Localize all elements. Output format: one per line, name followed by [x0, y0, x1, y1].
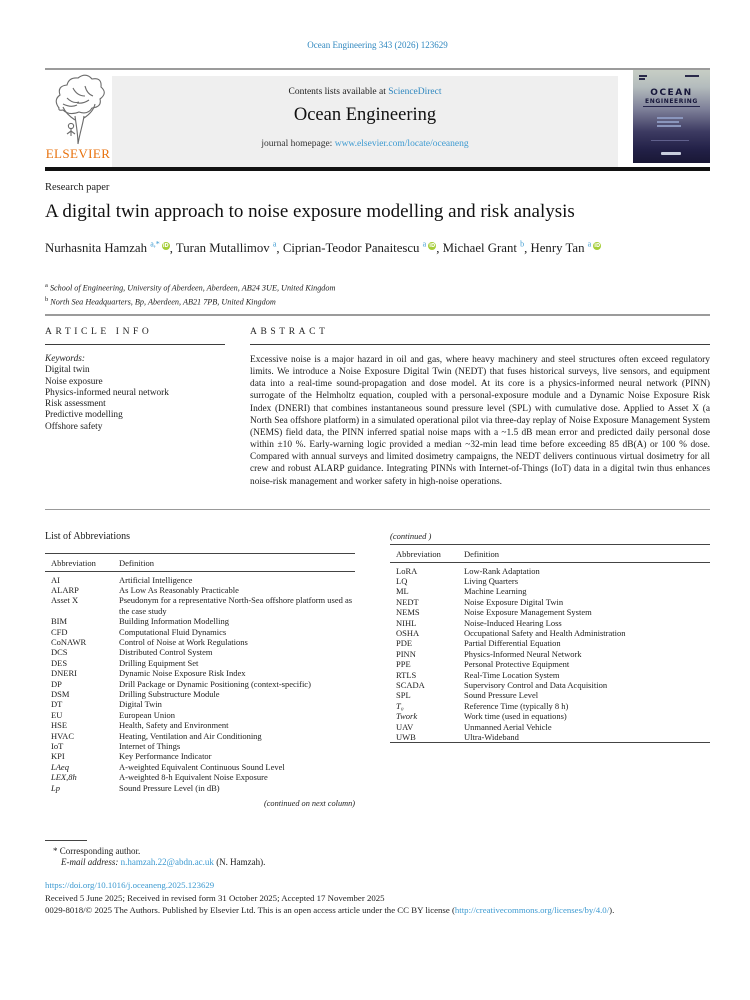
contents-prefix: Contents lists available at	[288, 87, 389, 97]
cc-license-link[interactable]: http://creativecommons.org/licenses/by/4.0/	[454, 905, 610, 915]
elsevier-wordmark: ELSEVIER	[45, 146, 111, 161]
abbreviation-row	[45, 783, 355, 793]
keyword-item: Physics-informed neural network	[45, 387, 169, 398]
cover-title	[633, 88, 710, 105]
abbreviation-cell: HSE	[51, 720, 68, 731]
abbreviation-row	[390, 670, 710, 680]
definition-cell: Sound Pressure Level (in dB)	[119, 782, 220, 793]
abbreviation-row	[45, 741, 355, 751]
abbreviation-row	[45, 699, 355, 709]
abbreviation-cell: NEDT	[396, 596, 419, 607]
definition-cell: Drilling Equipment Set	[119, 657, 199, 668]
abbreviation-row	[45, 571, 355, 585]
journal-citation[interactable]: Ocean Engineering 343 (2026) 123629	[307, 40, 448, 50]
abbreviation-cell: LQ	[396, 575, 408, 586]
cover-decoration	[657, 117, 683, 119]
definition-cell: Physics-Informed Neural Network	[464, 648, 582, 659]
abbreviation-row	[45, 585, 355, 595]
abbreviation-row	[390, 597, 710, 607]
abbreviation-cell: DNERI	[51, 668, 77, 679]
table-header-row	[390, 545, 710, 563]
continued-on-next-column-note: (continued on next column)	[263, 799, 355, 809]
definition-cell: Internet of Things	[119, 741, 181, 751]
article-type: Research paper	[45, 182, 110, 193]
abbreviation-cell: UWB	[396, 732, 416, 742]
abbreviation-row	[390, 732, 710, 743]
abbreviation-row	[45, 679, 355, 689]
abbreviation-row	[45, 710, 355, 720]
abbreviations-table-right	[390, 544, 710, 743]
abbreviation-row	[390, 628, 710, 638]
orcid-icon[interactable]: iD	[162, 243, 169, 249]
affiliation: $^b$ North Sea Headquarters, Bp, Aberdeen, AB21 7PB, United Kingdom	[45, 296, 276, 307]
definition-cell: Reference Time (typically 8 h)	[464, 700, 569, 711]
author-affiliation-superscript: a,*	[150, 240, 160, 249]
author-name: Ciprian-Teodor Panaitescu $^a$ iD	[282, 240, 436, 256]
abbreviation-row	[45, 647, 355, 657]
abbreviation-row	[45, 772, 355, 782]
abbreviation-cell: CFD	[51, 626, 68, 637]
abbreviation-cell: Twork	[396, 711, 418, 722]
abbreviation-row	[45, 762, 355, 772]
abbreviation-cell: HVAC	[51, 730, 74, 741]
definition-cell: Sound Pressure Level	[464, 690, 539, 701]
cover-decoration	[639, 78, 645, 80]
homepage-prefix: journal homepage:	[261, 139, 335, 149]
email-label: E-mail address:	[61, 857, 119, 867]
copyright-suffix: ).	[609, 905, 615, 915]
doi-line	[45, 880, 710, 890]
abbreviation-cell: IoT	[51, 741, 64, 751]
definition-cell: Noise Exposure Digital Twin	[464, 596, 564, 607]
abbreviation-row	[45, 689, 355, 699]
definition-cell: Noise-Induced Hearing Loss	[464, 617, 562, 628]
definition-cell: Partial Differential Equation	[464, 638, 561, 649]
cover-decoration	[651, 140, 689, 141]
author-affiliation-superscript: a	[422, 240, 427, 249]
abbreviation-row	[390, 680, 710, 690]
journal-homepage-link[interactable]: www.elsevier.com/locate/oceaneng	[334, 139, 469, 149]
divider	[45, 344, 225, 345]
homepage-line	[112, 139, 618, 149]
abbreviation-cell: SPL	[396, 690, 411, 701]
article-info-heading: ARTICLE INFO	[45, 327, 153, 337]
article-title: A digital twin approach to noise exposure modelling and risk analysis	[45, 201, 575, 222]
abbreviation-row	[45, 616, 355, 626]
author-name: Turan Mutallimov $^a$	[175, 240, 277, 256]
orcid-icon[interactable]: iD	[429, 243, 436, 249]
definition-cell: As Low As Reasonably Practicable	[119, 584, 239, 595]
abbreviation-cell: DCS	[51, 647, 68, 658]
abbreviation-row	[45, 595, 355, 616]
abbreviation-cell: Asset X	[51, 595, 79, 606]
definition-cell: A-weighted Equivalent Continuous Sound Level	[119, 761, 285, 772]
definition-cell: Machine Learning	[464, 586, 527, 597]
author-affiliation-superscript: b	[520, 240, 525, 249]
cover-decoration	[661, 152, 681, 155]
definition-cell: Computational Fluid Dynamics	[119, 626, 227, 637]
abbreviation-cell: PINN	[396, 648, 416, 659]
email-line	[45, 857, 710, 867]
keywords-label: Keywords:	[45, 354, 85, 364]
abbreviation-cell: UAV	[396, 721, 414, 732]
abstract-text: Excessive noise is a major hazard in oil and gas, where heavy machinery and steel structures often exceed regulatory limits. We introduce a Noise Exposure Digital Twin (NEDT) that fuses historical surveys, live sensors, and equipment data into a real-time sound-propagation and dose model. At its core is a physics-informed neural network (PINN) surrogate of the Helmholtz equation, coupled with a personal-exposure module and a Dynamic Noise Exposure Risk Index (DNERI) that combines instantaneous sound pressure level (SPL) with cumulative dose. Applied to Asset X (a North Sea offshore platform) in a simulated operational pilot via three-day replay of Noise Exposure Management System (NEMS) field data, the PINN inferred spatial noise maps with a ~1.5 dB mean error and predicted daily personal dose within ±10 %. Early-warning logic provided a median ~32-min lead time before exceeding 85 dB(A) or 100 % dose. Compared with annual surveys and limited dosimetry campaigns, the NEDT delivers continuous virtual dosimetry for all crew and robust ALARP guidance. Integrating PINNs with Internet-of-Things (IoT) data in a digital twin thus enhances noise-risk management and worker safety in high-noise operations.	[250, 355, 710, 487]
abbreviations-right-column	[390, 531, 710, 743]
abbreviation-cell: OSHA	[396, 627, 420, 638]
copyright-line	[45, 905, 710, 915]
cover-decoration	[685, 75, 699, 77]
abbreviation-cell: ALARP	[51, 584, 79, 595]
keyword-item: Predictive modelling	[45, 410, 123, 421]
definition-cell: Unmanned Aerial Vehicle	[464, 721, 552, 732]
corresponding-author-note: * Corresponding author.	[53, 846, 141, 856]
author-list: Nurhasnita Hamzah $^{a,*}$ iD, Turan Mutallimov $^a$, Ciprian-Teodor Panaitescu $^a$ iD, Michael Grant $^b$, Henry Tan $^a$ iD	[45, 240, 601, 256]
abbreviation-cell: SCADA	[396, 679, 425, 690]
author-name: Nurhasnita Hamzah $^{a,*}$ iD	[45, 240, 169, 256]
abbreviations-title: List of Abbreviations	[45, 531, 130, 542]
keyword-item: Digital twin	[45, 365, 90, 376]
journal-banner	[112, 76, 618, 167]
definition-cell: Real-Time Location System	[464, 669, 560, 680]
abbreviation-row	[390, 711, 710, 721]
definition-cell: Building Information Modelling	[119, 616, 230, 627]
email-suffix: (N. Hamzah).	[213, 857, 266, 867]
column-header-abbreviation: Abbreviation	[390, 545, 464, 563]
cover-title-line2: ENGINEERING	[645, 98, 698, 105]
column-header-definition: Definition	[464, 545, 710, 563]
table-header-row	[45, 554, 355, 572]
keywords-block	[45, 354, 225, 433]
divider	[250, 344, 710, 345]
abbreviation-row	[390, 690, 710, 700]
abbreviation-cell: DP	[51, 678, 62, 689]
definition-cell: Pseudonym for a representative North-Sea offshore platform used as the case study	[119, 595, 353, 616]
keywords-items	[45, 365, 225, 433]
journal-header	[45, 70, 710, 167]
abbreviation-row	[45, 658, 355, 668]
definition-cell: Drilling Substructure Module	[119, 688, 220, 699]
abbreviation-row	[390, 659, 710, 669]
author-name: Michael Grant $^b$	[442, 240, 525, 256]
abbreviation-row	[45, 731, 355, 741]
abbreviation-row	[45, 637, 355, 647]
definition-cell: Artificial Intelligence	[119, 574, 193, 585]
abbreviation-cell: RTLS	[396, 669, 417, 680]
definition-cell: Dynamic Noise Exposure Risk Index	[119, 668, 246, 679]
divider	[45, 509, 710, 510]
sciencedirect-link[interactable]: ScienceDirect	[388, 87, 442, 97]
abbreviation-row	[45, 751, 355, 761]
cover-decoration	[657, 121, 679, 123]
abbreviation-row	[390, 701, 710, 711]
definition-cell: Ultra-Wideband	[464, 732, 519, 742]
abbreviation-cell: T₀	[396, 700, 404, 711]
abbreviation-cell: LoRA	[396, 565, 418, 576]
abbreviation-cell: NIHL	[396, 617, 417, 628]
abbreviation-row	[390, 607, 710, 617]
abbreviation-row	[390, 586, 710, 596]
abbreviation-cell: BIM	[51, 616, 68, 627]
abbreviation-cell: AI	[51, 574, 60, 585]
column-header-definition: Definition	[119, 554, 355, 572]
divider	[45, 314, 710, 316]
abbreviation-row	[45, 627, 355, 637]
definition-cell: Occupational Safety and Health Administration	[464, 627, 626, 638]
abbreviation-cell: ML	[396, 586, 409, 597]
received-dates: Received 5 June 2025; Received in revised form 31 October 2025; Accepted 17 November 2025	[45, 893, 385, 903]
contents-line	[112, 87, 618, 97]
cover-decoration	[657, 125, 681, 127]
abbreviation-cell: DES	[51, 657, 68, 668]
definition-cell: Control of Noise at Work Regulations	[119, 636, 248, 647]
keyword-item: Noise exposure	[45, 376, 103, 387]
definition-cell: Noise Exposure Management System	[464, 607, 592, 618]
abbreviation-cell: NEMS	[396, 607, 420, 618]
footer-block	[45, 840, 710, 915]
elsevier-logo[interactable]	[45, 74, 111, 162]
abbreviation-row	[390, 722, 710, 732]
definition-cell: Work time (used in equations)	[464, 711, 567, 722]
definition-cell: A-weighted 8-h Equivalent Noise Exposure	[119, 772, 268, 783]
author-name: Henry Tan $^a$ iD	[530, 240, 601, 256]
author-affiliation-superscript: a	[272, 240, 277, 249]
definition-cell: Personal Protective Equipment	[464, 659, 570, 670]
abbreviation-row	[390, 638, 710, 648]
definition-cell: Supervisory Control and Data Acquisition	[464, 679, 608, 690]
abbreviation-cell: PDE	[396, 638, 413, 649]
email-link[interactable]: n.hamzah.22@abdn.ac.uk	[120, 857, 214, 867]
abbreviation-cell: LEX,8h	[51, 772, 77, 783]
abbreviation-row	[390, 618, 710, 628]
abbreviation-cell: LAeq	[51, 761, 69, 772]
abbreviation-row	[390, 576, 710, 586]
abbreviation-row	[390, 649, 710, 659]
continued-label: (continued )	[390, 531, 432, 541]
footnote-divider	[45, 840, 87, 841]
definition-cell: Key Performance Indicator	[119, 751, 212, 762]
abbreviation-row	[45, 720, 355, 730]
abbreviation-cell: PPE	[396, 659, 411, 670]
abbreviation-cell: KPI	[51, 751, 65, 762]
abbreviation-cell: DSM	[51, 688, 70, 699]
definition-cell: Low-Rank Adaptation	[464, 565, 540, 576]
definition-cell: Drill Package or Dynamic Positioning (context-specific)	[119, 678, 311, 689]
abbreviation-row	[45, 668, 355, 678]
abbreviation-cell: EU	[51, 709, 63, 720]
cover-decoration	[639, 75, 647, 77]
definition-cell: European Union	[119, 709, 175, 720]
affiliation-list	[45, 280, 335, 308]
journal-cover-thumbnail[interactable]	[633, 70, 710, 163]
journal-title: Ocean Engineering	[293, 105, 437, 125]
abbreviation-cell: CoNAWR	[51, 636, 87, 647]
elsevier-tree-icon	[49, 74, 107, 146]
divider-thick	[45, 167, 710, 171]
cover-title-line1: OCEAN	[650, 88, 693, 98]
copyright-prefix: 0029-8018/© 2025 The Authors. Published by Elsevier Ltd. This is an open access article under the CC BY license (	[45, 905, 455, 915]
abbreviation-cell: DT	[51, 699, 63, 710]
abstract-column	[250, 327, 710, 488]
abstract-heading: ABSTRACT	[250, 327, 329, 337]
definition-cell: Digital Twin	[119, 699, 162, 710]
orcid-icon[interactable]: iD	[594, 243, 601, 249]
affiliation: $^a$ School of Engineering, University of Aberdeen, Aberdeen, AB24 3UE, United Kingdom	[45, 282, 336, 293]
keyword-item: Risk assessment	[45, 399, 106, 410]
article-info-column	[45, 327, 225, 433]
definition-cell: Heating, Ventilation and Air Conditioning	[119, 730, 262, 741]
abbreviations-table-left	[45, 553, 355, 793]
definition-cell: Health, Safety and Environment	[119, 720, 229, 731]
abbreviation-cell: Lp	[51, 782, 60, 793]
abbreviation-row	[390, 562, 710, 576]
definition-cell: Living Quarters	[464, 575, 519, 586]
author-affiliation-superscript: a	[587, 240, 592, 249]
cover-decoration	[643, 106, 700, 107]
doi-link[interactable]: https://doi.org/10.1016/j.oceaneng.2025.123629	[45, 880, 215, 890]
abbreviations-left-column	[45, 531, 355, 808]
keyword-item: Offshore safety	[45, 421, 103, 432]
column-header-abbreviation: Abbreviation	[45, 554, 119, 572]
definition-cell: Distributed Control System	[119, 647, 213, 658]
